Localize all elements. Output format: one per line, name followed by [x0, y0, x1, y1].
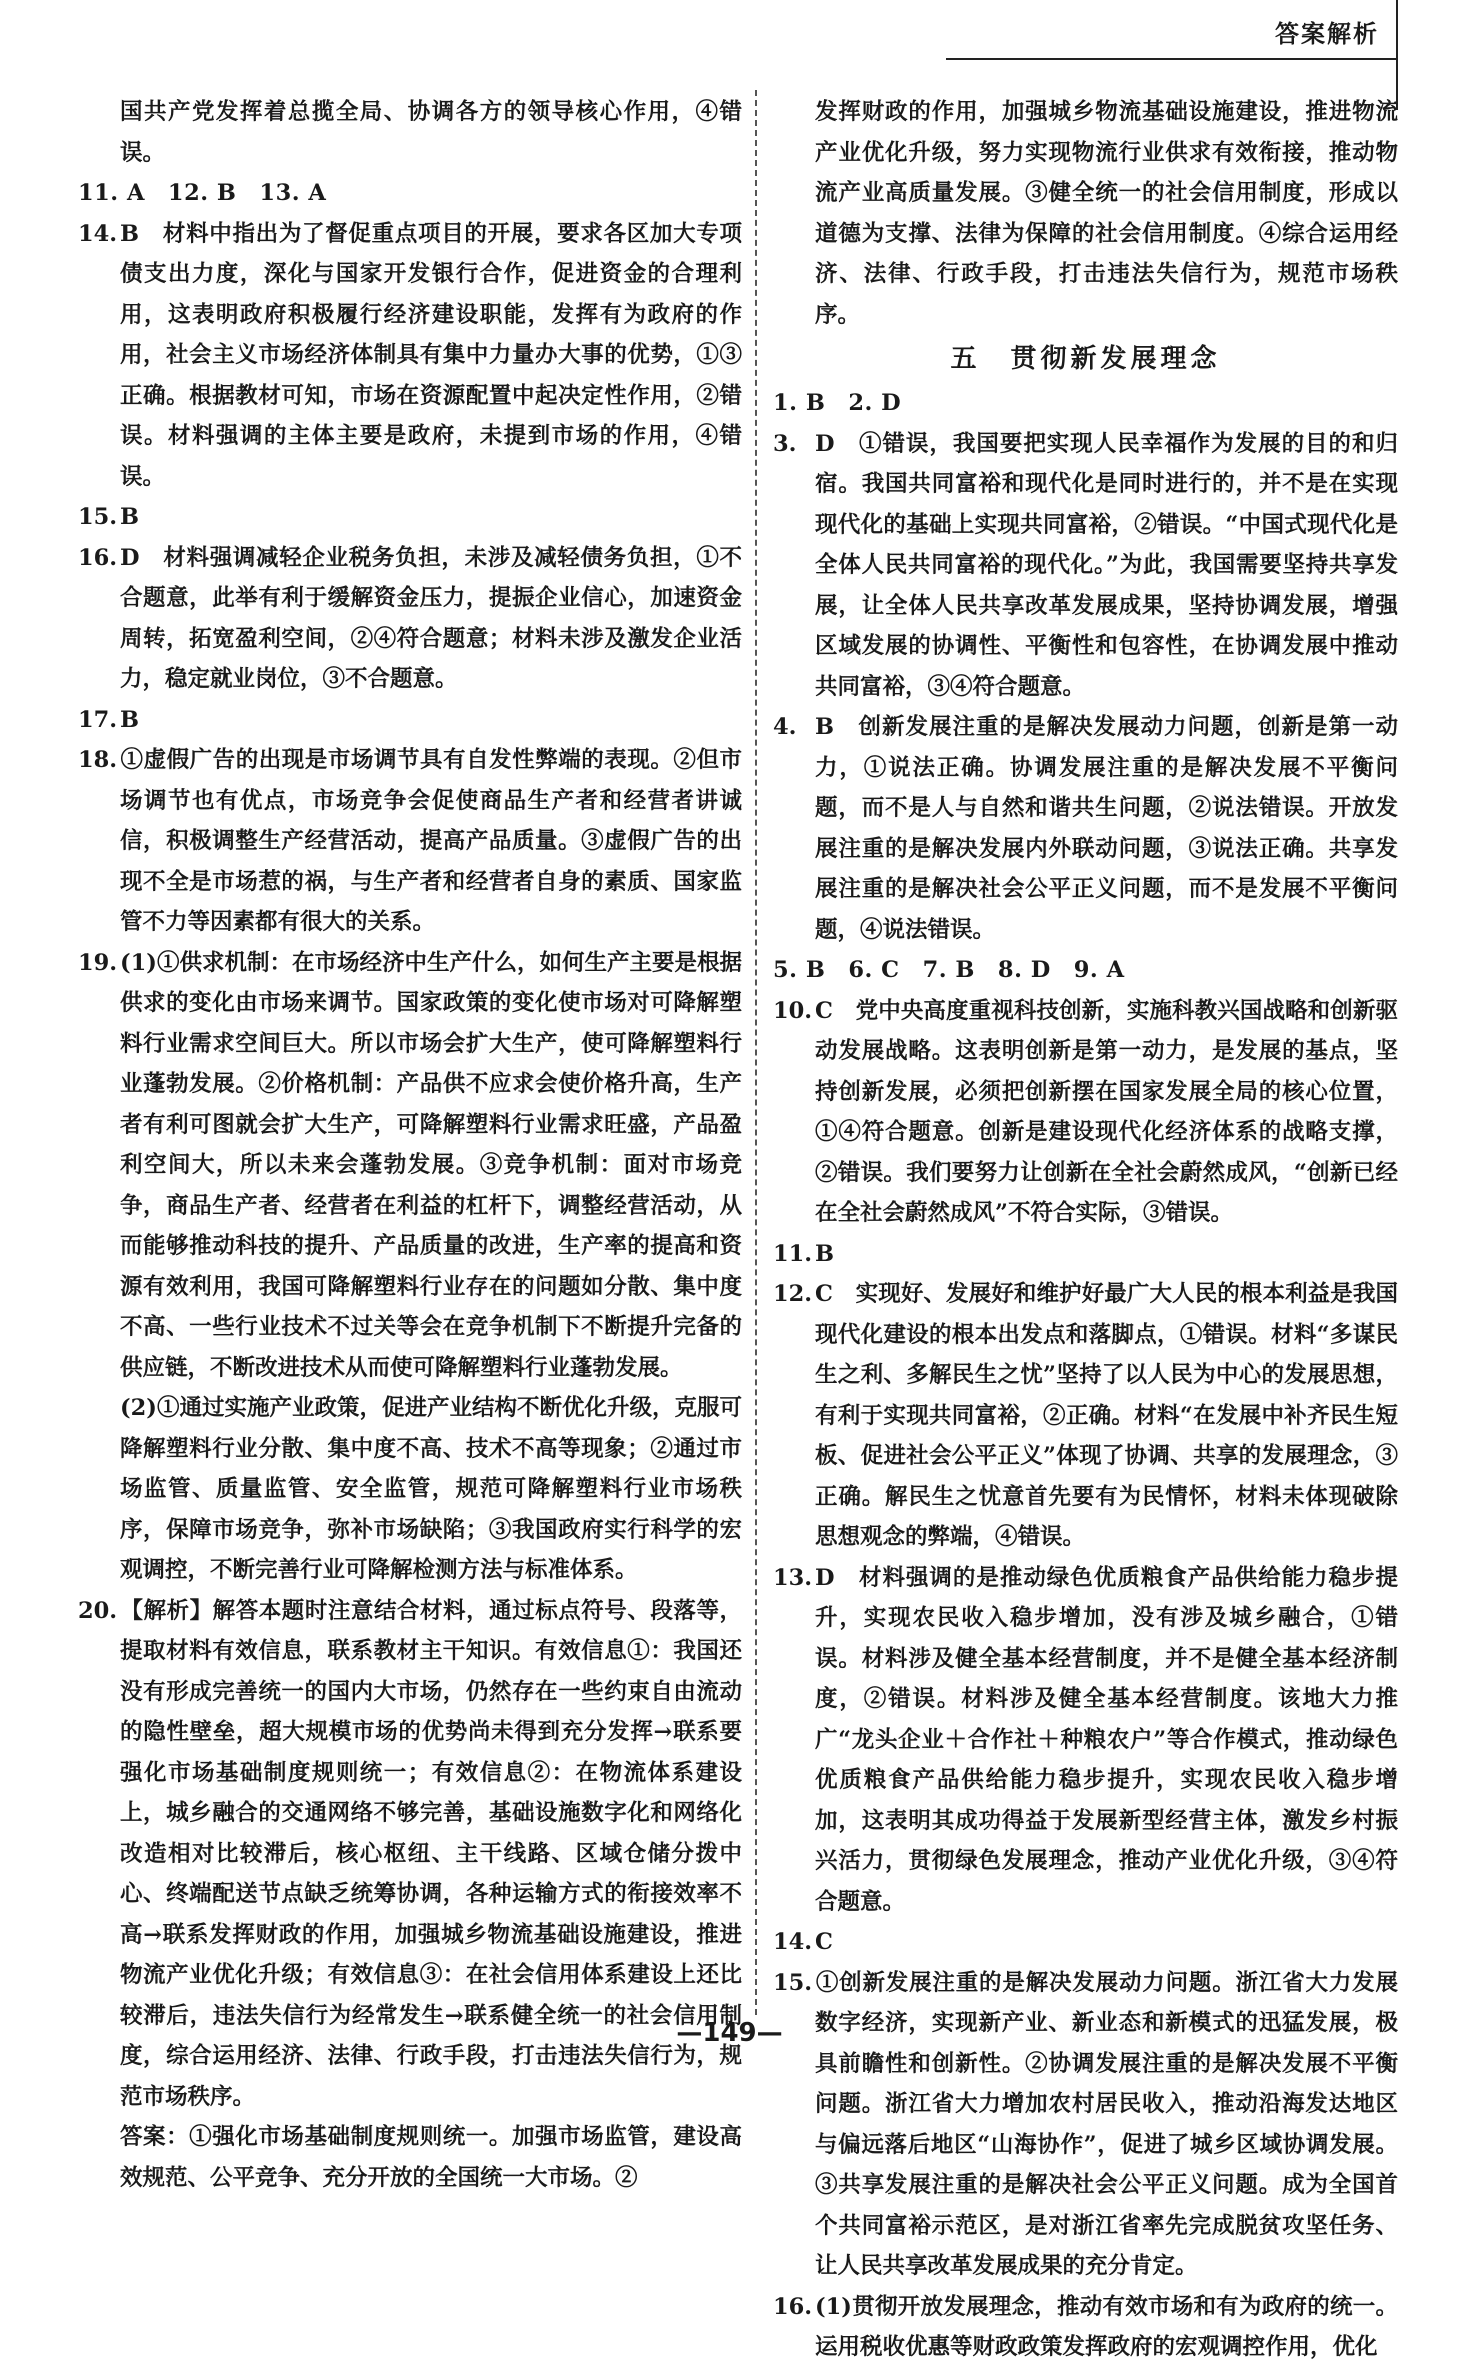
question-number: 14. — [78, 220, 118, 247]
answer-item — [773, 1274, 1398, 1558]
answer-text: B — [815, 1240, 835, 1267]
answer-subpart: 答案：①强化市场基础制度规则统一。加强市场监管，建设高效规范、公平竞争、充分开放的全国统一大市场。② — [120, 2124, 742, 2191]
answer-subpart: (2)①通过实施产业政策，促进产业结构不断优化升级，克服可降解塑料行业分散、集中度不高、技术不高等现象；②通过市场监管、质量监管、安全监管，规范可降解塑料行业市场秩序，保障市场竞争，弥补市场缺陷；③我国政府实行科学的宏观调控，不断完善行业可降解检测方法与标准体系。 — [120, 1395, 742, 1583]
answer-item — [773, 1963, 1398, 2287]
column-divider — [755, 90, 757, 2015]
question-number: 18. — [78, 747, 118, 773]
question-number: 12. — [773, 1281, 813, 1307]
answer-continuation: 国共产党发挥着总揽全局、协调各方的领导核心作用，④错误。 — [120, 99, 742, 166]
answer-item — [773, 1922, 1398, 1963]
answer-item — [78, 214, 742, 498]
question-number: 16. — [78, 544, 118, 571]
answer-text: B 创新发展注重的是解决发展动力问题，创新是第一动力，①说法正确。协调发展注重的是解决发展不平衡问题，而不是人与自然和谐共生问题，②说法错误。开放发展注重的是解决发展内外联动问题，③说法正确。共享发展注重的是解决社会公平正义问题，而不是发展不平衡问题，④说法错误。 — [815, 714, 1398, 943]
answer-item — [773, 2287, 1398, 2368]
answer-row: 11. A 12. B 13. A — [78, 180, 327, 206]
question-number: 15. — [78, 504, 118, 530]
answer-text: (1)贯彻开放发展理念，推动有效市场和有为政府的统一。运用税收优惠等财政政策发挥政府的宏观调控作用，优化 — [815, 2293, 1398, 2360]
question-number: 19. — [78, 949, 118, 976]
answer-text: C 党中央高度重视科技创新，实施科教兴国战略和创新驱动发展战略。这表明创新是第一动力，是发展的基点，坚持创新发展，必须把创新摆在国家发展全局的核心位置，①④符合题意。创新是建设现代化经济体系的战略支撑，②错误。我们要努力让创新在全社会蔚然成风，“创新已经在全社会蔚然成风”不符合实际，③错误。 — [815, 997, 1398, 1226]
left-column — [78, 92, 742, 2198]
answer-item — [78, 538, 742, 700]
answer-text: C 实现好、发展好和维护好最广大人民的根本利益是我国现代化建设的根本出发点和落脚点，①错误。材料“多谋民生之利、多解民生之忧”坚持了以人民为中心的发展思想，有利于实现共同富裕，②正确。材料“在发展中补齐民生短板、促进社会公平正义”体现了协调、共享的发展理念，③正确。解民生之忧意首先要有为民情怀，材料未体现破除思想观念的弊端，④错误。 — [815, 1281, 1398, 1550]
answer-row: 5. B 6. C 7. B 8. D 9. A — [773, 957, 1125, 983]
answer-item — [78, 740, 742, 943]
question-number: 13. — [773, 1564, 813, 1591]
answer-text: D ①错误，我国要把实现人民幸福作为发展的目的和归宿。我国共同富裕和现代化是同时进行的，并不是在实现现代化的基础上实现共同富裕，②错误。“中国式现代化是全体人民共同富裕的现代化。”为此，我国需要坚持共享发展，让全体人民共享改革发展成果，坚持协调发展，增强区域发展的协调性、平衡性和包容性，在协调发展中推动共同富裕，③④符合题意。 — [815, 430, 1398, 700]
answer-item — [78, 943, 742, 1389]
answer-text: C — [815, 1929, 833, 1955]
header-rule — [946, 58, 1397, 60]
answer-text: D 材料强调减轻企业税务负担，未涉及减轻债务负担，①不合题意，此举有利于缓解资金压力，提振企业信心，加速资金周转，拓宽盈利空间，②④符合题意；材料未涉及激发企业活力，稳定就业岗位，③不合题意。 — [120, 544, 742, 692]
answer-row: 1. B 2. D — [773, 390, 902, 416]
question-number: 14. — [773, 1929, 813, 1955]
header-title: 答案解析 — [1275, 20, 1379, 48]
answer-item — [773, 1234, 1398, 1275]
answer-item — [773, 1558, 1398, 1923]
answer-item — [773, 707, 1398, 950]
answer-text: B 材料中指出为了督促重点项目的开展，要求各区加大专项债支出力度，深化与国家开发银行合作，促进资金的合理利用，这表明政府积极履行经济建设职能，发挥有为政府的作用，社会主义市场经济体制具有集中力量办大事的优势，①③正确。根据教材可知，市场在资源配置中起决定性作用，②错误。材料强调的主体主要是政府，未提到市场的作用，④错误。 — [120, 220, 742, 490]
answer-text: 【解析】解答本题时注意结合材料，通过标点符号、段落等，提取材料有效信息，联系教材主干知识。有效信息①：我国还没有形成完善统一的国内大市场，仍然存在一些约束自由流动的隐性壁垒，超大规模市场的优势尚未得到充分发挥→联系要强化市场基础制度规则统一；有效信息②：在物流体系建设上，城乡融合的交通网络不够完善，基础设施数字化和网络化改造相对比较滞后，核心枢纽、主干线路、区域仓储分拨中心、终端配送节点缺乏统筹协调，各种运输方式的衔接效率不高→联系发挥财政的作用，加强城乡物流基础设施建设，推进物流产业优化升级；有效信息③：在社会信用体系建设上还比较滞后，违法失信行为经常发生→联系健全统一的社会信用制度，综合运用经济、法律、行政手段，打击违法失信行为，规范市场秩序。 — [120, 1597, 742, 2110]
answer-text: ①虚假广告的出现是市场调节具有自发性弊端的表现。②但市场调节也有优点，市场竞争会促使商品生产者和经营者讲诚信，积极调整生产经营活动，提高产品质量。③虚假广告的出现不全是市场惹的祸，与生产者和经营者自身的素质、国家监管不力等因素都有很大的关系。 — [120, 747, 742, 935]
question-number: 15. — [773, 1969, 813, 1996]
section-title: 五 贯彻新发展理念 — [950, 344, 1221, 374]
answer-item — [78, 497, 742, 538]
answer-text: ①创新发展注重的是解决发展动力问题。浙江省大力发展数字经济，实现新产业、新业态和新模式的迅猛发展，极具前瞻性和创新性。②协调发展注重的是解决发展不平衡问题。浙江省大力增加农村居民收入，推动沿海发达地区与偏远落后地区“山海协作”，促进了城乡区域协调发展。③共享发展注重的是解决社会公平正义问题。成为全国首个共同富裕示范区，是对浙江省率先完成脱贫攻坚任务、让人民共享改革发展成果的充分肯定。 — [815, 1969, 1398, 2279]
answer-text: B — [120, 504, 140, 530]
answer-continuation: 发挥财政的作用，加强城乡物流基础设施建设，推进物流产业优化升级，努力实现物流行业供求有效衔接，推动物流产业高质量发展。③健全统一的社会信用制度，形成以道德为支撑、法律为保障的社会信用制度。④综合运用经济、法律、行政手段，打击违法失信行为，规范市场秩序。 — [815, 99, 1398, 328]
question-number: 4. — [773, 714, 797, 740]
question-number: 11. — [773, 1240, 813, 1267]
answer-item — [773, 991, 1398, 1234]
answer-item — [78, 700, 742, 741]
answer-text: D 材料强调的是推动绿色优质粮食产品供给能力稳步提升，实现农民收入稳步增加，没有涉及城乡融合，①错误。材料涉及健全基本经营制度，并不是健全基本经济制度，②错误。材料涉及健全基本经营制度。该地大力推广“龙头企业＋合作社＋种粮农户”等合作模式，推动绿色优质粮食产品供给能力稳步提升，实现农民收入稳步增加，这表明其成功得益于发展新型经营主体，激发乡村振兴活力，贯彻绿色发展理念，推动产业优化升级，③④符合题意。 — [815, 1564, 1398, 1915]
answer-item — [773, 424, 1398, 708]
answer-text: (1)①供求机制：在市场经济中生产什么，如何生产主要是根据供求的变化由市场来调节。国家政策的变化使市场对可降解塑料行业需求空间巨大。所以市场会扩大生产，使可降解塑料行业蓬勃发展。②价格机制：产品供不应求会使价格升高，生产者有利可图就会扩大生产，可降解塑料行业需求旺盛，产品盈利空间大，所以未来会蓬勃发展。③竞争机制：面对市场竞争，商品生产者、经营者在利益的杠杆下，调整经营活动，从而能够推动科技的提升、产品质量的改进，生产率的提高和资源有效利用，我国可降解塑料行业存在的问题如分散、集中度不高、一些行业技术不过关等会在竞争机制下不断提升完备的供应链，不断改进技术从而使可降解塑料行业蓬勃发展。 — [120, 949, 742, 1381]
question-number: 16. — [773, 2293, 813, 2320]
question-number: 10. — [773, 997, 813, 1024]
question-number: 20. — [78, 1597, 118, 1624]
question-number: 3. — [773, 430, 797, 457]
page-number: —149— — [676, 2018, 783, 2048]
question-number: 17. — [78, 706, 118, 733]
answer-text: B — [120, 706, 140, 733]
